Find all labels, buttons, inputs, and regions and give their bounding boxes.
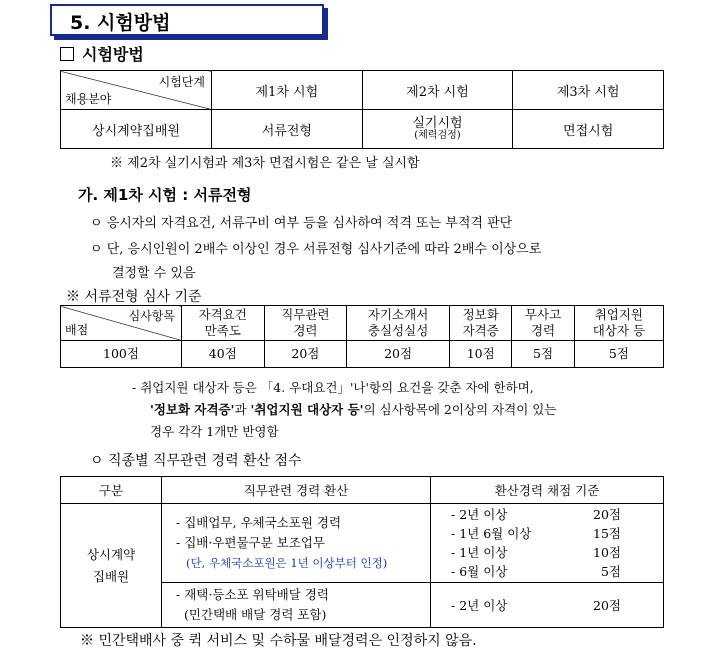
table-row	[61, 71, 664, 110]
score-row	[451, 543, 621, 562]
header-line: 무사고	[524, 307, 562, 322]
experience-note: (단, 우체국소포원은 1년 이상부터 인정)	[186, 556, 388, 570]
header-line: 취업지원	[594, 307, 644, 322]
score-points: 15점	[593, 526, 621, 541]
box-heading	[60, 42, 144, 65]
data-cell: 면접시험	[513, 110, 664, 149]
data-cell: 5점	[512, 341, 574, 368]
score-period: - 1년 6월 이상	[451, 526, 532, 541]
diag-top-label: 심사항목	[128, 309, 175, 323]
dash-note-line3: 경우 각각 1개만 반영함	[150, 424, 279, 439]
sub-heading-a: 가. 제1차 시험 : 서류전형	[78, 186, 252, 204]
experience-cell	[162, 583, 431, 628]
dash-note-text: 과	[234, 402, 251, 417]
note-1: ※ 제2차 실기시험과 제3차 면접시험은 같은 날 실시함	[110, 156, 420, 171]
header-cell	[182, 306, 265, 341]
row-label-cell: 상시계약집배원	[61, 110, 212, 149]
score-row	[451, 524, 621, 543]
experience-line: - 재택·등소포 위탁배달 경력	[176, 587, 329, 602]
score-cell	[431, 504, 664, 583]
table-row	[61, 306, 664, 341]
header-cell	[347, 306, 450, 341]
dash-note-bold: '정보화 자격증'	[150, 402, 235, 417]
table-row	[61, 477, 664, 504]
data-cell: 5점	[574, 341, 663, 368]
header-line: 경력	[530, 323, 556, 338]
score-period: - 6월 이상	[451, 564, 508, 579]
header-cell: 제1차 시험	[212, 71, 363, 110]
data-cell: 서류전형	[212, 110, 363, 149]
score-points: 20점	[593, 507, 621, 522]
header-cell: 환산경력 채점 기준	[431, 477, 664, 504]
table-row	[61, 504, 664, 583]
header-cell: 직무관련 경력 환산	[162, 477, 431, 504]
bullet-item-cont: 결정할 수 있음	[112, 266, 196, 281]
header-cell: 제3차 시험	[513, 71, 664, 110]
score-points: 5점	[600, 564, 621, 579]
data-cell: 100점	[61, 341, 182, 368]
diag-header-cell	[61, 306, 182, 341]
table-row	[61, 341, 664, 368]
diag-bottom-label: 배점	[65, 323, 89, 337]
header-line: 자격요건	[198, 307, 247, 322]
score-period: - 2년 이상	[451, 598, 508, 613]
header-line: 자격증	[462, 323, 499, 338]
bullet-item: ㅇ 단, 응시인원이 2배수 이상인 경우 서류전형 심사기준에 따라 2배수 이상으로	[90, 242, 542, 257]
score-points: 20점	[593, 598, 621, 613]
diag-bottom-label: 채용분야	[65, 92, 112, 106]
data-cell: 20점	[264, 341, 347, 368]
diag-top-label: 시험단계	[158, 75, 205, 89]
checkbox-square-icon	[60, 47, 74, 61]
header-line: 자기소개서	[367, 307, 429, 322]
exam-stage-table	[60, 70, 664, 149]
header-line: 만족도	[204, 323, 241, 338]
row-label-line: 상시계약	[86, 546, 136, 562]
header-cell: 구분	[61, 477, 162, 504]
cell-sub: (체력검정)	[414, 130, 461, 141]
header-line: 대상자 등	[592, 323, 645, 338]
experience-line: - 집배·우편물구분 보조업무	[176, 535, 325, 550]
section-title-box	[50, 4, 324, 36]
data-cell: 40점	[182, 341, 265, 368]
score-period: - 1년 이상	[451, 545, 508, 560]
score-cell	[431, 583, 664, 628]
cell-main: 실기시험	[412, 116, 463, 131]
score-row	[451, 562, 621, 581]
dash-note-text: 의 심사항목에 2이상의 자격이 있는	[363, 402, 557, 417]
header-cell	[450, 306, 512, 341]
score-points: 10점	[593, 545, 621, 560]
dash-note-line2	[150, 400, 556, 418]
header-cell	[264, 306, 347, 341]
score-row	[451, 596, 621, 614]
data-cell: 10점	[450, 341, 512, 368]
data-cell	[362, 110, 513, 149]
experience-line: (민간택배 배달 경력 포함)	[184, 607, 327, 622]
row-label-cell	[61, 504, 162, 628]
header-line: 경력	[293, 323, 318, 338]
section-title: 5. 시험방법	[70, 12, 171, 34]
bullet-conversion: ㅇ 직종별 직무관련 경력 환산 점수	[90, 453, 302, 469]
table-row	[61, 110, 664, 149]
dash-note-line1: - 취업지원 대상자 등은 「4. 우대요건」'나'항의 요건을 갖춘 자에 한하며,	[132, 380, 534, 395]
header-line: 직무관련	[281, 307, 330, 322]
bullet-item: ㅇ 응시자의 자격요건, 서류구비 여부 등을 심사하여 적격 또는 부적격 판단	[90, 216, 513, 231]
experience-line: - 집배업무, 우체국소포원 경력	[176, 515, 342, 530]
header-cell	[574, 306, 663, 341]
experience-conversion-table	[60, 476, 664, 628]
box-heading-text: 시험방법	[82, 45, 144, 64]
header-cell	[512, 306, 574, 341]
header-cell: 제2차 시험	[362, 71, 513, 110]
header-line: 정보화	[462, 307, 499, 322]
footer-note: ※ 민간택배사 중 퀵 서비스 및 수하물 배달경력은 인정하지 않음.	[80, 633, 477, 649]
row-label-line: 집배원	[92, 568, 130, 584]
screening-criteria-table	[60, 305, 664, 368]
diag-header-cell	[61, 71, 212, 110]
score-row	[451, 505, 621, 524]
dash-note-bold: '취업지원 대상자 등'	[250, 402, 364, 417]
note-2: ※ 서류전형 심사 기준	[66, 289, 202, 305]
data-cell: 20점	[347, 341, 450, 368]
header-line: 충실성실성	[367, 323, 429, 338]
score-period: - 2년 이상	[451, 507, 508, 522]
experience-cell	[162, 504, 431, 583]
